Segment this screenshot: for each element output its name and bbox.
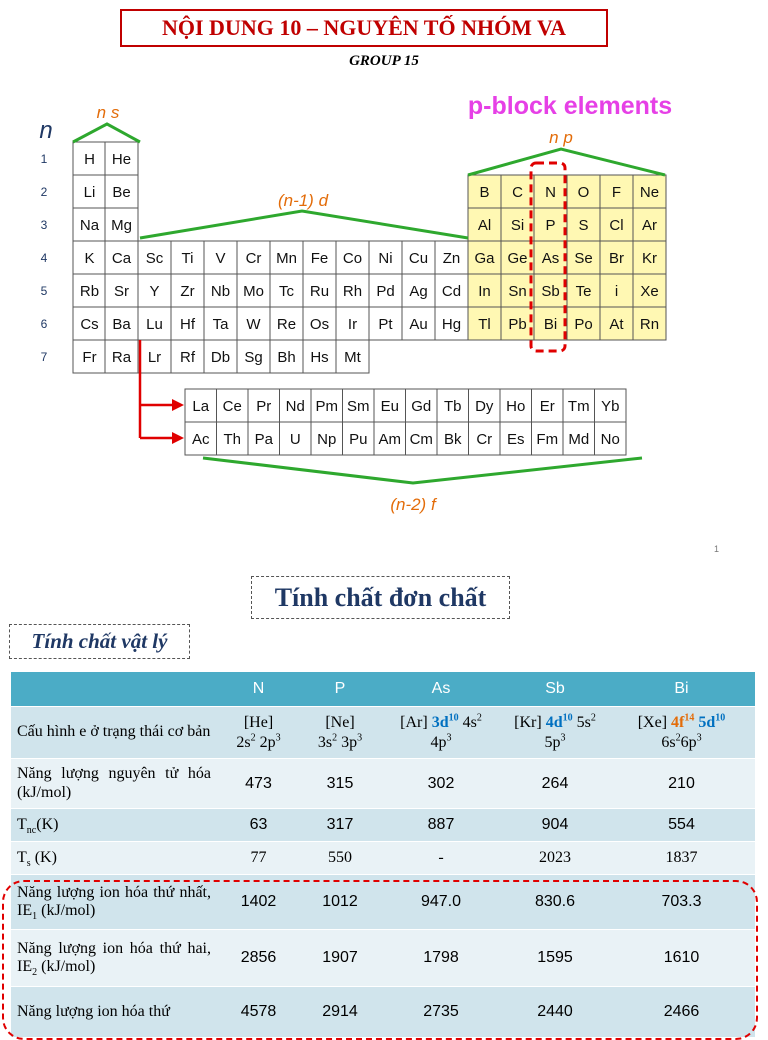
element-symbol: Sm [347,398,370,415]
value-cell: 2466 [608,987,755,1037]
element-symbol: Be [112,184,131,201]
table-row [11,809,755,842]
value-cell: 1595 [502,930,608,987]
row-label [11,987,217,1037]
orbital-text: 2p [255,733,276,751]
element-symbol: Pt [378,316,393,333]
np-bracket [468,149,665,175]
element-symbol: Re [276,316,297,333]
element-symbol: Hs [310,349,329,366]
element-symbol: Tb [443,398,462,415]
page-number: 1 [714,544,720,554]
value-cell: 2914 [300,987,380,1037]
superscript: 10 [562,712,573,724]
element-symbol: Ba [112,316,131,333]
value-cell: 77 [217,842,300,875]
element-symbol: Mo [243,283,264,300]
element-symbol: Cr [245,250,262,267]
element-symbol: Lr [147,349,162,366]
label-text: Năng lượng ion hóa thứ hai, IE [17,939,211,975]
element-symbol: La [192,398,210,415]
core-config: [Ne] [325,714,355,732]
element-symbol: Te [575,283,592,300]
element-symbol: C [512,184,523,201]
element-symbol: Db [210,349,231,366]
orbital-text: 2s [236,733,251,751]
element-symbol: Y [149,283,160,300]
element-symbol: Tc [279,283,294,300]
table-row [11,842,755,875]
period-number: 3 [40,218,48,232]
value-cell: 317 [300,809,380,842]
element-symbol: Sb [541,283,560,300]
element-symbol: Ni [378,250,393,267]
element-symbol: As [541,250,560,267]
value-cell: 830.6 [502,875,608,930]
arrow-head-ac [172,432,184,444]
element-symbol: K [84,250,95,267]
element-symbol: U [289,431,301,448]
arrow-head-la [172,399,184,411]
element-symbol: Pu [349,431,368,448]
element-symbol: Dy [475,398,494,415]
element-symbol: Th [223,431,242,448]
element-symbol: P [545,217,556,234]
superscript: 2 [332,732,338,744]
d-bracket [140,211,468,238]
element-symbol: Co [342,250,363,267]
element-symbol: Ti [181,250,194,267]
element-symbol: Ac [191,431,210,448]
superscript: 10 [448,712,459,724]
row-label [11,930,217,987]
orbital-text: 6p [680,733,697,751]
config-line-2 [505,733,605,752]
row-label [11,875,217,930]
element-symbol: Cl [609,217,624,234]
element-symbol: Rn [639,316,660,333]
electron-config-cell [217,707,300,759]
element-symbol: Ge [507,250,528,267]
element-symbol: O [577,184,590,201]
config-line-1 [220,713,297,732]
value-cell: 210 [608,759,755,809]
element-symbol: Os [309,316,330,333]
config-line-1 [303,713,377,732]
subscript: s [26,857,31,869]
element-symbol: Po [574,316,593,333]
element-symbol: Tm [567,398,590,415]
element-symbol: Ag [409,283,428,300]
orbital-text: 4d [545,714,563,732]
element-symbol: Gd [411,398,432,415]
table-row [11,707,755,759]
electron-config-cell [300,707,380,759]
value-cell: 264 [502,759,608,809]
ns-bracket [73,124,140,142]
core-config: [He] [243,714,274,732]
header-cell-label [11,672,217,707]
element-symbol: Sc [145,250,164,267]
element-symbol: Cm [409,431,433,448]
element-symbol: In [478,283,491,300]
element-symbol: S [578,217,589,234]
header-cell-element: Bi [608,672,755,707]
element-symbol: i [614,283,619,300]
value-cell: 4578 [217,987,300,1037]
f-bracket [203,458,642,483]
config-line-2 [220,733,297,752]
element-symbol: Ca [111,250,132,267]
orbital-text: 4s [458,714,477,732]
orbital-text: 4p [430,733,447,751]
row-label [11,842,217,875]
element-symbol: Bk [443,431,462,448]
element-symbol: Sg [244,349,263,366]
value-cell: 2735 [380,987,502,1037]
element-symbol: Se [574,250,593,267]
value-cell: 2856 [217,930,300,987]
element-symbol: Lu [146,316,163,333]
element-symbol: Na [79,217,100,234]
superscript: 10 [715,712,726,724]
properties-table [11,672,755,1037]
superscript: 3 [446,732,452,744]
table-row [11,875,755,930]
element-symbol: Al [477,217,492,234]
element-symbol: Md [568,431,590,448]
element-symbol: Pm [315,398,338,415]
element-symbol: Fr [82,349,97,366]
value-cell: 1012 [300,875,380,930]
row-label: Cấu hình e ở trạng thái cơ bản [11,707,217,759]
n-label: n [39,117,53,144]
element-symbol: Np [317,431,337,448]
element-symbol: Eu [380,398,399,415]
element-symbol: Pd [376,283,395,300]
period-number: 7 [40,350,48,364]
superscript: 3 [275,732,281,744]
slide-title: NỘI DUNG 10 – NGUYÊN TỐ NHÓM VA [120,9,608,47]
value-cell: 1907 [300,930,380,987]
table-row [11,759,755,809]
row-label [11,759,217,809]
element-symbol: Li [83,184,96,201]
subscript: 2 [32,967,38,979]
element-symbol: Au [409,316,428,333]
row-label [11,809,217,842]
element-symbol: Bh [277,349,296,366]
value-cell: - [380,842,502,875]
orbital-text: 3s [317,733,333,751]
element-symbol: H [84,151,95,168]
element-symbol: Cd [441,283,462,300]
superscript: 2 [590,712,596,724]
np-label: n p [549,128,573,147]
value-cell: 1610 [608,930,755,987]
element-symbol: Yb [601,398,620,415]
element-symbol: Si [510,217,525,234]
element-symbol: Ne [639,184,660,201]
element-symbol: Tl [478,316,491,333]
element-symbol: Fm [536,431,559,448]
element-symbol: Hg [441,316,462,333]
element-symbol: Zn [442,250,461,267]
superscript: 14 [684,712,695,724]
subscript: 1 [32,911,38,923]
element-symbol: Pr [256,398,272,415]
value-cell: 302 [380,759,502,809]
value-cell: 2023 [502,842,608,875]
n-1-d-label: (n-1) d [277,191,329,210]
label-text: T [17,815,27,833]
element-symbol: Er [539,398,555,415]
element-symbol: F [611,184,622,201]
value-cell: 554 [608,809,755,842]
core-config: [Ar] [400,714,428,732]
electron-config-cell [502,707,608,759]
element-symbol: No [600,431,620,448]
config-line-2 [303,733,377,752]
table-header-row [11,672,755,707]
header-cell-element: As [380,672,502,707]
label-unit: (kJ/mol) [37,902,96,919]
header-cell-element: Sb [502,672,608,707]
element-symbol: Ir [347,316,358,333]
element-symbol: Mt [344,349,361,366]
element-symbol: Ga [474,250,495,267]
section-label: Tính chất vật lý [9,624,190,659]
superscript: 2 [675,732,681,744]
orbital-text: 4f [671,714,685,732]
subscript: nc [26,824,37,836]
orbital-text: 3d [431,714,449,732]
element-symbol: Rh [342,283,363,300]
element-symbol: B [479,184,490,201]
element-symbol: Nb [210,283,231,300]
orbital-text: 5s [572,714,591,732]
config-line-1 [383,713,499,732]
header-cell-element: N [217,672,300,707]
element-symbol: Fe [310,250,329,267]
element-symbol: Nd [285,398,305,415]
element-symbol: Cs [80,316,99,333]
element-symbol: Pb [508,316,527,333]
element-symbol: Rf [180,349,195,366]
electron-config-cell [608,707,755,759]
superscript: 3 [357,732,363,744]
element-symbol: Mn [276,250,297,267]
superscript: 3 [560,732,566,744]
config-line-1 [611,713,752,732]
core-config: [Kr] [514,714,542,732]
value-cell: 63 [217,809,300,842]
period-number: 5 [40,284,48,298]
value-cell: 1837 [608,842,755,875]
label-unit: (K) [36,815,59,833]
element-symbol: Ce [222,398,242,415]
slide2-title: Tính chất đơn chất [251,576,510,619]
table-row [11,987,755,1037]
label-unit: (kJ/mol) [37,958,96,975]
header-cell-element: P [300,672,380,707]
element-symbol: Zr [180,283,195,300]
period-number: 1 [40,152,48,166]
element-symbol: Xe [640,283,659,300]
element-symbol: N [545,184,556,201]
value-cell: 703.3 [608,875,755,930]
slide-subtitle: GROUP 15 [349,53,419,69]
value-cell: 550 [300,842,380,875]
table-row [11,930,755,987]
config-line-1 [505,713,605,732]
element-symbol: Pa [254,431,273,448]
element-symbol: W [246,316,261,333]
config-line-2 [611,733,752,752]
element-symbol: Hf [180,316,195,333]
ns-label: n s [96,103,120,122]
element-symbol: Mg [111,217,132,234]
core-config: [Xe] [637,714,668,732]
label-text: Năng lượng nguyên tử hóa (kJ/mol) [17,765,211,801]
superscript: 3 [696,732,702,744]
label-text: T [17,848,27,866]
element-symbol: Bi [543,316,558,333]
superscript: 2 [476,712,482,724]
element-symbol: At [609,316,624,333]
period-number: 6 [40,317,48,331]
element-symbol: Ra [111,349,132,366]
element-symbol: Br [609,250,624,267]
element-symbol: Kr [642,250,657,267]
value-cell: 1402 [217,875,300,930]
element-symbol: Rb [79,283,100,300]
element-symbol: Sn [508,283,527,300]
element-symbol: Ho [506,398,526,415]
value-cell: 1798 [380,930,502,987]
electron-config-cell [380,707,502,759]
orbital-text: 3p [337,733,358,751]
period-number: 2 [40,185,48,199]
element-symbol: Ar [642,217,657,234]
element-symbol: Cu [408,250,429,267]
element-symbol: Es [506,431,525,448]
slide-properties [0,564,768,1024]
value-cell: 315 [300,759,380,809]
element-symbol: Am [378,431,401,448]
label-text: Năng lượng ion hóa thứ nhất, IE [17,883,211,919]
period-number: 4 [40,251,48,265]
element-symbol: Ru [309,283,330,300]
element-symbol: He [111,151,132,168]
p-block-label: p-block elements [467,92,673,120]
element-symbol: Cr [476,431,493,448]
element-symbol: V [215,250,226,267]
value-cell: 2440 [502,987,608,1037]
n-2-f-label: (n-2) f [390,495,436,514]
value-cell: 947.0 [380,875,502,930]
element-symbol: Ta [212,316,229,333]
orbital-text: 5p [544,733,561,751]
label-unit: (K) [30,848,57,866]
config-line-2 [383,733,499,752]
value-cell: 887 [380,809,502,842]
orbital-text: 6s [661,733,676,751]
label-text: Năng lượng ion hóa thứ [17,1002,170,1020]
superscript: 2 [250,732,256,744]
table-body [11,707,755,1037]
value-cell: 473 [217,759,300,809]
value-cell: 904 [502,809,608,842]
element-symbol: Sr [114,283,129,300]
orbital-text: 5d [698,714,716,732]
